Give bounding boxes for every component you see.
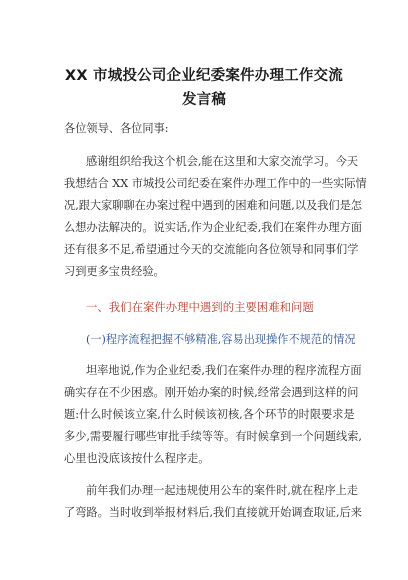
paragraph-1-line-1: 感谢组织给我这个机会,能在这里和大家交流学习。今天 — [86, 155, 359, 168]
paragraph-2-line-2: 确实存在不少困惑。刚开始办案的时候,经常会遇到这样的问 — [64, 386, 359, 399]
paragraph-1-line-3: 况,跟大家聊聊在办案过程中遇到的困难和问题,以及我们是怎 — [64, 199, 362, 212]
document-title-line-1: XX 市城投公司企业纪委案件办理工作交流 — [65, 68, 343, 84]
paragraph-1-line-4: 么想办法解决的。说实话,作为企业纪委,我们在案件办理方面 — [64, 221, 362, 234]
paragraph-1-line-2: 我想结合 XX 市城投公司纪委在案件办理工作中的一些实际情 — [64, 177, 367, 190]
paragraph-3-line-2: 了弯路。当时收到举报材料后,我们直接就开始调查取证,后来 — [64, 506, 362, 519]
paragraph-2-line-1: 坦率地说,作为企业纪委,我们在案件办理的程序流程方面 — [86, 364, 362, 377]
document-title-line-2: 发言稿 — [181, 92, 227, 108]
paragraph-3-line-1: 前年我们办理一起违规使用公车的案件时,就在程序上走 — [86, 484, 359, 497]
paragraph-1-line-6: 习到更多宝贵经验。 — [64, 265, 165, 278]
paragraph-2-line-4: 多少,需要履行哪些审批手续等等。有时候拿到一个问题线索, — [64, 430, 362, 443]
paragraph-2-line-3: 题:什么时候该立案,什么时候该初核,各个环节的时限要求是 — [64, 408, 355, 421]
greeting: 各位领导、各位同事: — [64, 122, 169, 135]
subsection-heading: (一)程序流程把握不够精准,容易出现操作不规范的情况 — [86, 333, 356, 346]
section-heading: 一、我们在案件办理中遇到的主要困难和问题 — [86, 300, 314, 314]
paragraph-2-line-5: 心里也没底该按什么程序走。 — [64, 452, 210, 465]
paragraph-1-line-5: 还有很多不足,希望通过今天的交流能向各位领导和同事们学 — [64, 243, 359, 256]
